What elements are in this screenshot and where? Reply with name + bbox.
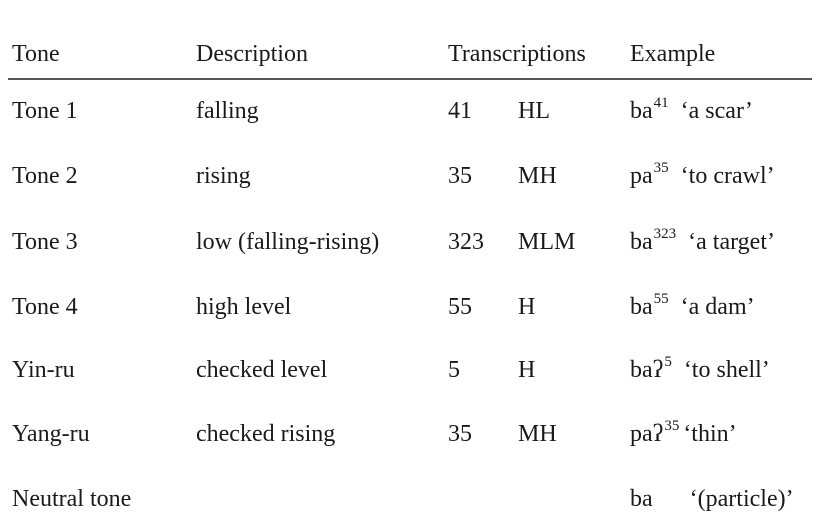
example-gloss: ‘a scar’ — [680, 98, 753, 124]
tone-code: MH — [518, 163, 557, 189]
tone-example — [630, 91, 753, 131]
table-row — [0, 91, 820, 131]
example-word: baʔ — [630, 357, 664, 383]
tone-number: 35 — [448, 163, 472, 189]
tone-example — [630, 414, 737, 454]
example-tone-superscript: 41 — [653, 95, 669, 111]
tone-name: Yin-ru — [12, 357, 75, 383]
tone-number: 5 — [448, 357, 460, 383]
example-gloss: ‘thin’ — [683, 421, 737, 447]
example-tone-superscript: 35 — [664, 418, 680, 434]
header-description: Description — [196, 41, 308, 67]
tone-description: checked level — [196, 357, 328, 383]
example-tone-superscript: 5 — [664, 354, 672, 370]
tone-description: falling — [196, 98, 259, 124]
example-word: ba — [630, 294, 653, 320]
tone-name: Tone 4 — [12, 294, 78, 320]
example-tone-superscript: 55 — [653, 291, 669, 307]
example-word: paʔ — [630, 421, 664, 447]
tone-example — [630, 156, 775, 196]
example-word: ba — [630, 98, 653, 124]
tone-number: 41 — [448, 98, 472, 124]
example-gloss: ‘to crawl’ — [680, 163, 775, 189]
table-row — [0, 156, 820, 196]
tone-name: Yang-ru — [12, 421, 90, 447]
example-tone-superscript: 323 — [653, 226, 677, 242]
table-row — [0, 414, 820, 454]
example-tone-superscript: 35 — [653, 160, 669, 176]
example-gloss: ‘to shell’ — [683, 357, 770, 383]
tone-example — [630, 479, 794, 519]
tone-example — [630, 350, 770, 390]
table-header-row — [0, 34, 820, 74]
example-gloss: ‘a dam’ — [680, 294, 755, 320]
tone-code: MLM — [518, 229, 576, 255]
example-word: ba — [630, 486, 653, 512]
tone-code: H — [518, 357, 536, 383]
example-gloss: ‘a target’ — [688, 229, 775, 255]
header-rule — [8, 78, 812, 80]
table-row — [0, 222, 820, 262]
table-row — [0, 287, 820, 327]
table-row — [0, 479, 820, 519]
tone-example — [630, 222, 775, 262]
tone-description: low (falling-rising) — [196, 229, 380, 255]
example-gloss: ‘(particle)’ — [689, 486, 794, 512]
table-row — [0, 350, 820, 390]
tone-description: checked rising — [196, 421, 336, 447]
tone-number: 55 — [448, 294, 472, 320]
header-transcriptions: Transcriptions — [448, 41, 586, 67]
tone-name: Tone 3 — [12, 229, 78, 255]
tone-name: Tone 2 — [12, 163, 78, 189]
header-example: Example — [630, 41, 716, 67]
tone-number: 323 — [448, 229, 484, 255]
example-word: pa — [630, 163, 653, 189]
tone-description: rising — [196, 163, 251, 189]
tone-code: MH — [518, 421, 557, 447]
header-tone: Tone — [12, 41, 60, 67]
tone-code: H — [518, 294, 536, 320]
tone-name: Neutral tone — [12, 486, 132, 512]
tone-name: Tone 1 — [12, 98, 78, 124]
example-word: ba — [630, 229, 653, 255]
tone-description: high level — [196, 294, 292, 320]
tone-example — [630, 287, 755, 327]
tone-code: HL — [518, 98, 550, 124]
tone-number: 35 — [448, 421, 472, 447]
